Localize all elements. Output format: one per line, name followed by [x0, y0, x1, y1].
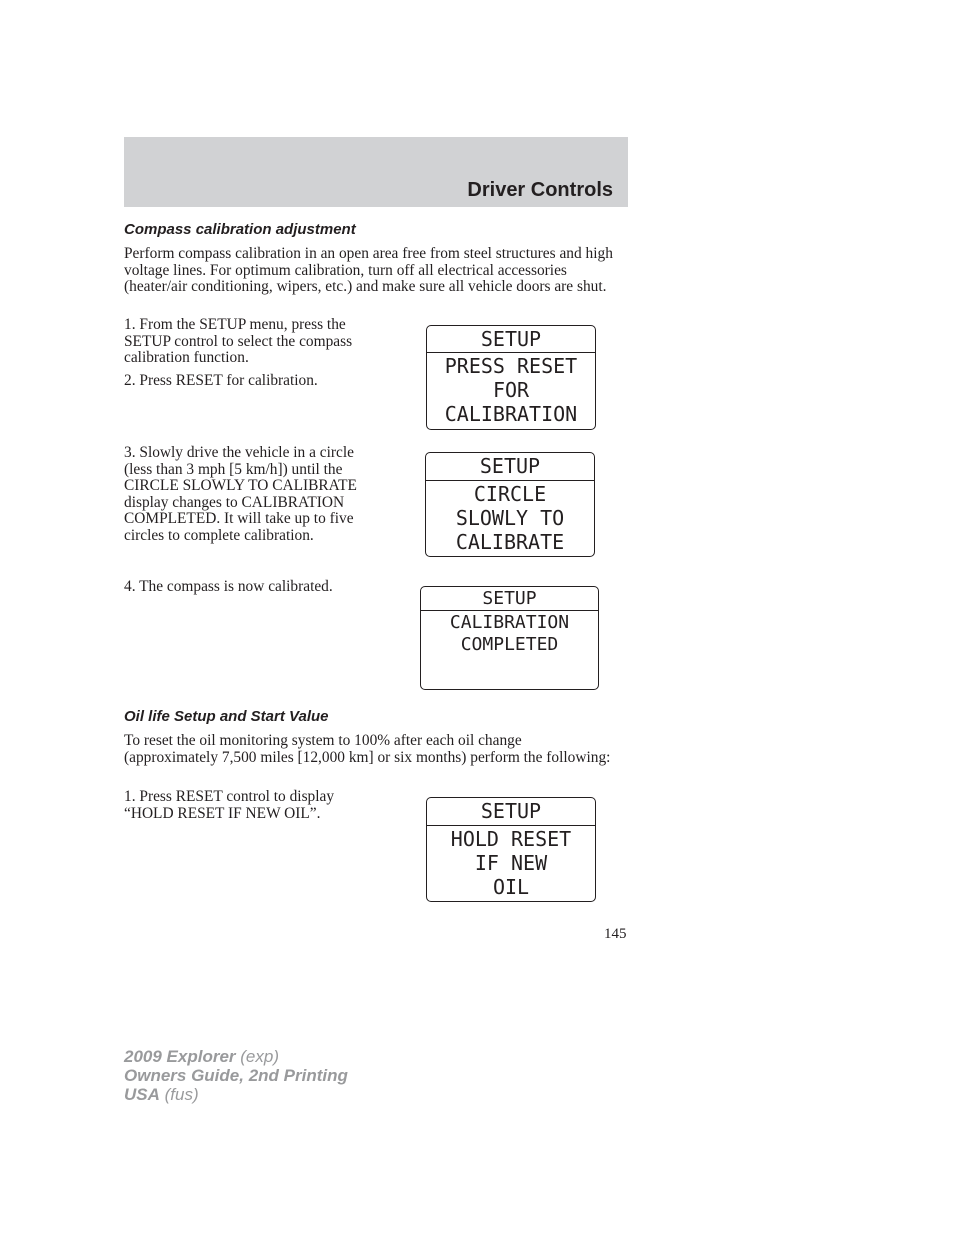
- display-line: CALIBRATION: [449, 612, 570, 633]
- footer-model: 2009 Explorer: [124, 1047, 236, 1066]
- oil-step-1: 1. Press RESET control to display “HOLD RESET IF NEW OIL”.: [124, 788, 335, 822]
- display-top-label: SETUP: [479, 454, 541, 478]
- compass-calibration-intro: Perform compass calibration in an open area free from steel structures and high voltage lines. For optimum calibration, turn off all electrical accessories (heater/air conditioning, wipers, etc.) and make sure all vehicle doors are shut.: [124, 245, 613, 295]
- display-line: IF NEW: [474, 851, 548, 875]
- display-line: SLOWLY TO: [455, 506, 565, 530]
- display-top-label: SETUP: [480, 327, 542, 351]
- document-footer: [124, 1047, 348, 1104]
- compass-calibration-heading: Compass calibration adjustment: [124, 221, 356, 238]
- display-line: HOLD RESET: [450, 827, 572, 851]
- footer-line-1: [124, 1047, 348, 1066]
- footer-market: USA: [124, 1085, 160, 1104]
- footer-model-code: (exp): [240, 1047, 279, 1066]
- compass-step-3: 3. Slowly drive the vehicle in a circle (less than 3 mph [5 km/h]) until the CIRCLE SLOWLY TO CALIBRATE display changes to CALIBRATION COMPLETED. It will take up to five circles to complete calibration.: [124, 444, 357, 544]
- footer-market-code: (fus): [164, 1085, 199, 1104]
- display-hold-reset-if-new-oil: [426, 797, 596, 902]
- page-number: 145: [604, 926, 627, 942]
- compass-step-4: 4. The compass is now calibrated.: [124, 578, 333, 595]
- display-circle-slowly-to-calibrate: [425, 452, 595, 557]
- compass-step-2: 2. Press RESET for calibration.: [124, 372, 318, 389]
- display-top-label: SETUP: [480, 799, 542, 823]
- display-calibration-completed: [420, 586, 599, 690]
- display-line: OIL: [492, 875, 530, 899]
- display-line: CALIBRATE: [455, 530, 565, 554]
- display-line: CIRCLE: [473, 482, 547, 506]
- oil-life-heading: Oil life Setup and Start Value: [124, 708, 329, 725]
- display-line: COMPLETED: [460, 634, 559, 655]
- display-line: FOR: [492, 378, 530, 402]
- compass-step-1: 1. From the SETUP menu, press the SETUP control to select the compass calibration function.: [124, 316, 353, 366]
- oil-life-intro: To reset the oil monitoring system to 100% after each oil change (approximately 7,500 miles [12,000 km] or six months) perform the following:: [124, 732, 611, 766]
- footer-line-2: [124, 1066, 348, 1085]
- display-line: CALIBRATION: [444, 402, 578, 426]
- display-line: PRESS RESET: [444, 354, 578, 378]
- footer-guide: Owners Guide, 2nd Printing: [124, 1066, 348, 1085]
- section-title: Driver Controls: [467, 179, 613, 201]
- display-press-reset-calibration: [426, 325, 596, 430]
- display-top-label: SETUP: [482, 588, 537, 609]
- section-header-band: [124, 137, 628, 207]
- footer-line-3: [124, 1085, 348, 1104]
